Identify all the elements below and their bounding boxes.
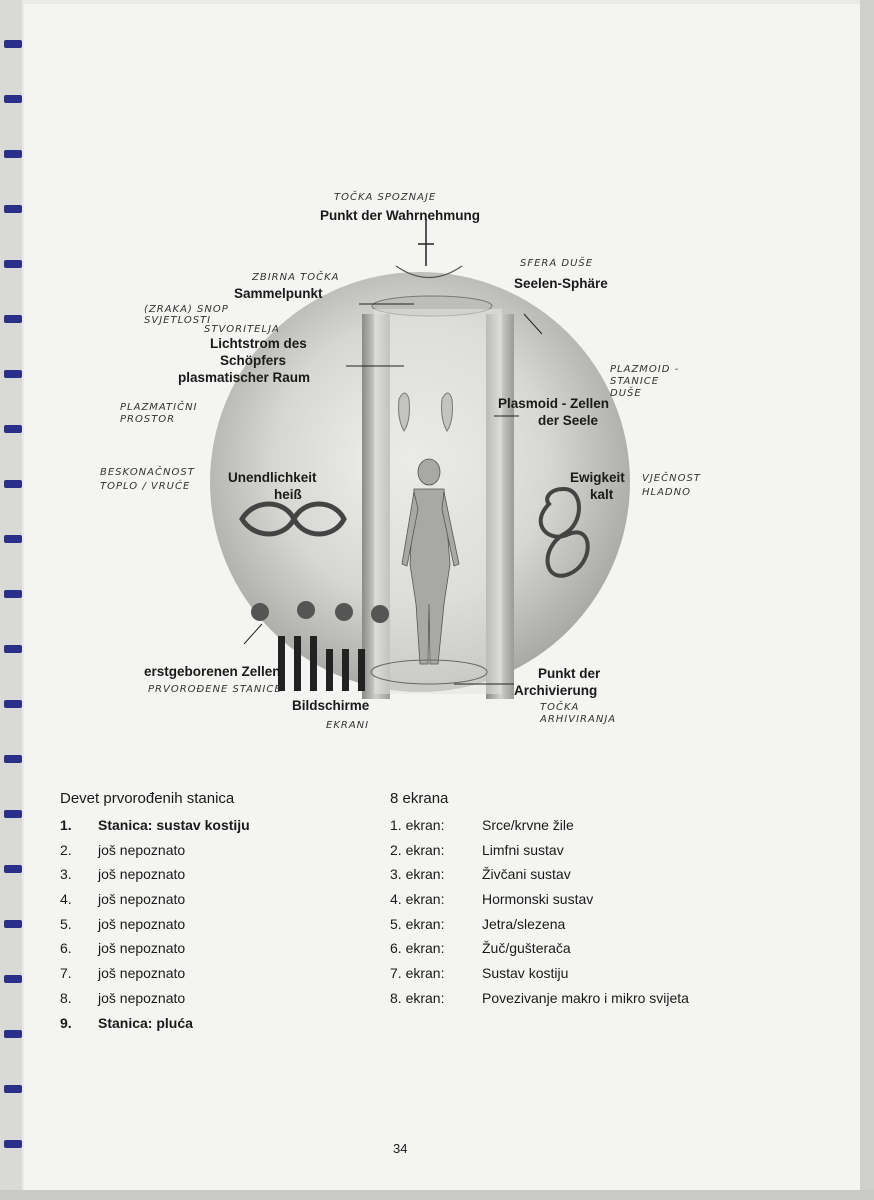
label-seelen-sphaere: Seelen-Sphäre	[514, 276, 608, 291]
list-item-text: još nepoznato	[98, 841, 186, 858]
list-item-text: još nepoznato	[98, 965, 186, 982]
page-edge	[860, 0, 874, 1200]
binding-ring	[4, 810, 22, 818]
label-ewigkeit: Ewigkeit	[570, 470, 625, 485]
label-archivierung: Punkt der	[538, 666, 601, 681]
firstborn-cell	[251, 603, 269, 621]
screen-description: Živčani sustav	[482, 866, 571, 883]
screen-number: 2. ekran:	[390, 841, 445, 858]
binding-ring	[4, 370, 22, 378]
handwritten-note: TOČKA ARHIVIRANJA	[540, 702, 617, 725]
firstborn-cell	[297, 601, 315, 619]
label-plasmoid: Plasmoid - Zellen	[498, 396, 610, 411]
list-item-number: 8.	[60, 989, 72, 1006]
binding-ring	[4, 755, 22, 763]
screen-number: 1. ekran:	[390, 817, 445, 833]
screen-description: Žuč/gušterača	[482, 940, 571, 957]
label-bildschirme: Bildschirme	[292, 698, 370, 713]
list-item	[390, 916, 810, 941]
handwritten-note: EKRANI	[326, 720, 370, 731]
handwritten-note: ZBIRNA TOČKA	[252, 272, 340, 283]
list-item-number: 4.	[60, 891, 72, 908]
leader-line	[244, 624, 262, 644]
handwritten-note: BESKONAČNOST TOPLO / VRUĆE	[100, 467, 195, 492]
label-plasmoid: der Seele	[538, 413, 599, 428]
screen-description: Srce/krvne žile	[482, 817, 574, 833]
list-item	[390, 891, 810, 916]
binding-ring	[4, 95, 22, 103]
screen-description: Sustav kostiju	[482, 965, 569, 982]
label-plasmatischer-raum: plasmatischer Raum	[178, 370, 311, 385]
binding-ring	[4, 315, 22, 323]
binding-ring	[4, 1030, 22, 1038]
firstborn-cells-list	[60, 790, 360, 1039]
binding-ring	[4, 1085, 22, 1093]
label-unendlichkeit: Unendlichkeit	[228, 470, 317, 485]
list-item	[390, 990, 810, 1015]
list-item	[60, 916, 360, 941]
binding-ring	[4, 1140, 22, 1148]
binding-ring	[4, 590, 22, 598]
list-item	[60, 817, 360, 842]
firstborn-cell	[335, 603, 353, 621]
screen-bar	[342, 649, 349, 691]
screen-description: Jetra/slezena	[482, 915, 566, 932]
binding-ring	[4, 480, 22, 488]
list-item	[390, 940, 810, 965]
list-title: Devet prvorođenih stanica	[60, 790, 235, 807]
list-item-number: 1.	[60, 817, 72, 833]
list-item	[60, 866, 360, 891]
binding-ring	[4, 700, 22, 708]
list-item	[390, 817, 810, 842]
list-item-text: još nepoznato	[98, 989, 186, 1006]
list-item	[390, 965, 810, 990]
list-item-number: 7.	[60, 965, 72, 982]
screen-bar	[294, 636, 301, 691]
binding-ring	[4, 645, 22, 653]
screen-description: Povezivanje makro i mikro svijeta	[482, 989, 689, 1006]
handwritten-note: TOČKA SPOZNAJE	[334, 192, 437, 203]
screen-bar	[310, 636, 317, 691]
binding-ring	[4, 205, 22, 213]
screens-list	[390, 790, 810, 1015]
label-sammelpunkt: Sammelpunkt	[234, 286, 323, 301]
list-item-text: još nepoznato	[98, 940, 186, 957]
list-item-number: 3.	[60, 866, 72, 883]
page-number: 34	[393, 1141, 408, 1156]
screen-bar	[326, 649, 333, 691]
label-ewigkeit: kalt	[590, 487, 614, 502]
list-item-number: 2.	[60, 841, 72, 858]
list-item-text: još nepoznato	[98, 915, 186, 932]
list-item	[60, 940, 360, 965]
handwritten-note: PLAZMATIČNI PROSTOR	[120, 402, 198, 425]
list-item	[60, 990, 360, 1015]
screen-description: Limfni sustav	[482, 841, 564, 858]
handwritten-note: STVORITELJA	[204, 324, 280, 335]
handwritten-note: PLAZMOID - STANICE DUŠE	[610, 364, 680, 399]
list-item-text: Stanica: pluća	[98, 1014, 193, 1031]
screen-description: Hormonski sustav	[482, 891, 594, 908]
binding-ring	[4, 920, 22, 928]
list-item-number: 5.	[60, 915, 72, 932]
list-item-number: 9.	[60, 1014, 72, 1031]
screen-number: 4. ekran:	[390, 891, 445, 908]
firstborn-cell	[371, 605, 389, 623]
screen-bar	[358, 649, 365, 691]
handwritten-note: (ZRAKA) SNOP SVJETLOSTI	[144, 304, 229, 326]
binding-ring	[4, 425, 22, 433]
label-lichtstrom: Lichtstrom des	[210, 336, 307, 351]
diagram-illustration	[24, 4, 860, 764]
document-page	[24, 4, 860, 1190]
soul-diagram	[24, 4, 860, 764]
list-item-text: još nepoznato	[98, 891, 186, 908]
screen-number: 5. ekran:	[390, 915, 445, 932]
screen-number: 7. ekran:	[390, 965, 445, 982]
label-archivierung: Archivierung	[514, 683, 598, 698]
binding-strip	[0, 0, 22, 1200]
screen-number: 8. ekran:	[390, 989, 445, 1006]
binding-ring	[4, 535, 22, 543]
list-item-text: još nepoznato	[98, 866, 186, 883]
list-title: 8 ekrana	[390, 790, 449, 807]
screen-number: 6. ekran:	[390, 940, 445, 957]
list-item	[60, 842, 360, 867]
binding-ring	[4, 40, 22, 48]
binding-ring	[4, 260, 22, 268]
list-item	[390, 866, 810, 891]
label-erstgeborenen-zellen: erstgeborenen Zellen	[144, 664, 281, 679]
label-lichtstrom: Schöpfers	[220, 353, 287, 368]
list-item-number: 6.	[60, 940, 72, 957]
label-wahrnehmung: Punkt der Wahrnehmung	[320, 208, 481, 223]
page-edge	[0, 1190, 874, 1200]
handwritten-note: PRVOROĐENE STANICE	[148, 684, 282, 695]
screen-number: 3. ekran:	[390, 866, 445, 883]
handwritten-note: SFERA DUŠE	[520, 258, 594, 269]
binding-ring	[4, 865, 22, 873]
list-item-text: Stanica: sustav kostiju	[98, 817, 250, 833]
binding-ring	[4, 150, 22, 158]
list-item	[60, 965, 360, 990]
handwritten-note: VJEČNOST HLADNO	[642, 473, 701, 498]
list-item	[60, 1015, 360, 1040]
list-item	[390, 842, 810, 867]
binding-ring	[4, 975, 22, 983]
label-unendlichkeit: heiß	[274, 487, 302, 502]
list-item	[60, 891, 360, 916]
